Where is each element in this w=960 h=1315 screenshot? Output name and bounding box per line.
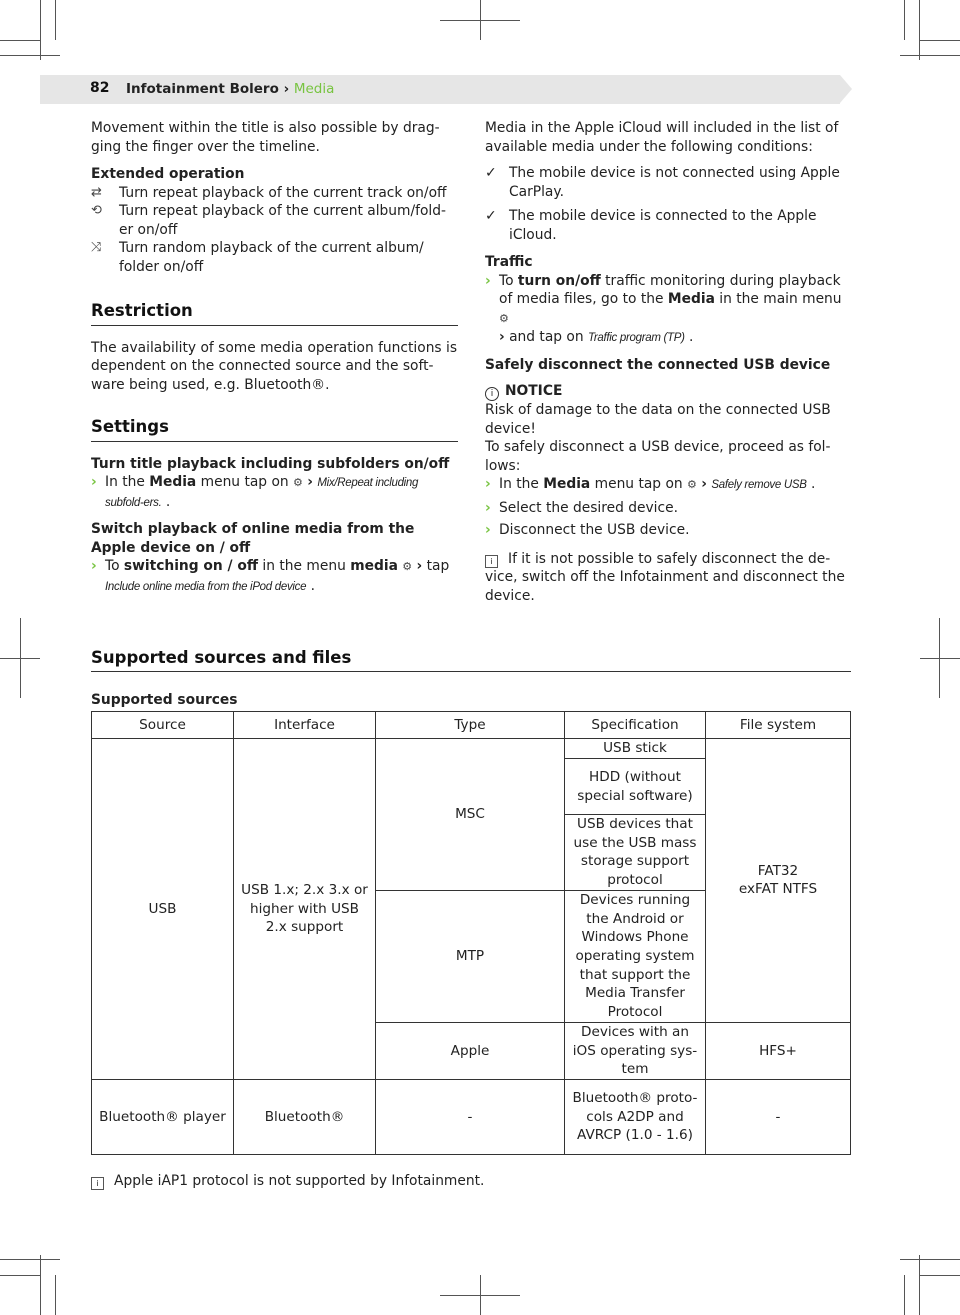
crop-mark bbox=[939, 618, 940, 698]
table-row bbox=[92, 739, 851, 759]
crop-mark bbox=[40, 0, 41, 60]
breadcrumb-subsection[interactable]: Media bbox=[293, 81, 335, 97]
crop-mark bbox=[480, 1275, 481, 1315]
crop-mark bbox=[0, 1275, 40, 1276]
subfolders-heading: Turn title playback including subfolders on/off bbox=[91, 455, 450, 472]
settings-heading: Settings bbox=[91, 418, 458, 442]
restriction-heading: Restriction bbox=[91, 302, 458, 326]
table-caption: Supported sources bbox=[91, 692, 238, 708]
cell-source-usb: USB bbox=[92, 739, 234, 1080]
cell-spec-bt: Bluetooth® proto-cols A2DP and AVRCP (1.0 - 1.6) bbox=[565, 1079, 706, 1154]
step-arrow-icon: › bbox=[485, 476, 491, 492]
shuffle-icon: ⤨ bbox=[91, 240, 102, 255]
crop-mark bbox=[0, 40, 40, 41]
cell-source-bt: Bluetooth® player bbox=[92, 1079, 234, 1154]
checkmark-icon: ✓ bbox=[485, 208, 497, 224]
crop-mark bbox=[920, 40, 960, 41]
icloud-intro: Media in the Apple iCloud will included in the list of available media under the following conditions: bbox=[485, 120, 839, 155]
extended-item bbox=[91, 202, 458, 239]
settings-cog-icon[interactable]: ⚙ bbox=[402, 560, 413, 573]
crop-mark bbox=[900, 1259, 960, 1260]
cell-fs-bt: - bbox=[706, 1079, 851, 1154]
settings-cog-icon[interactable]: ⚙ bbox=[687, 478, 697, 491]
cell-fs-main: FAT32 exFAT NTFS bbox=[706, 739, 851, 1023]
repeat-track-icon: ⇄ bbox=[91, 184, 102, 200]
crop-mark bbox=[919, 1255, 920, 1315]
notice-text: Risk of damage to the data on the connected USB device! bbox=[485, 402, 831, 437]
notice-block bbox=[485, 382, 850, 475]
cell-spec-mtp: Devices running the Android or Windows Phone operating system that support the Media Transfer Protocol bbox=[565, 890, 706, 1022]
subfolders-step: › In the Media menu tap on ⚙ › Mix/Repeat including subfold-ers. . bbox=[91, 473, 458, 512]
sources-table bbox=[91, 711, 851, 1155]
step-arrow-icon: › bbox=[485, 272, 491, 289]
crop-mark bbox=[904, 0, 905, 40]
traffic-step: › To turn on/off traffic monitoring during playback of media files, go to the Media in the main menu ⚙ › and tap on Traffic program (TP) . bbox=[485, 272, 850, 348]
step-arrow-icon: › bbox=[91, 474, 97, 490]
cell-type-msc: MSC bbox=[376, 739, 565, 891]
settings-cog-icon[interactable]: ⚙ bbox=[293, 476, 303, 489]
crop-mark bbox=[919, 0, 920, 60]
settings-cog-icon[interactable]: ⚙ bbox=[499, 311, 509, 325]
tip-icon: i bbox=[91, 1177, 104, 1190]
notice-icon: i bbox=[485, 387, 499, 401]
col-header-source: Source bbox=[92, 712, 234, 739]
header-arrow bbox=[840, 75, 852, 103]
crop-mark bbox=[920, 1275, 960, 1276]
crop-mark bbox=[900, 55, 960, 56]
crop-mark bbox=[40, 1255, 41, 1315]
extended-item-text: Turn repeat playback of the current album/fold-er on/off bbox=[119, 203, 446, 238]
crop-mark bbox=[0, 1259, 60, 1260]
footnote: i Apple iAP1 protocol is not supported by Infotainment. bbox=[91, 1172, 484, 1191]
cell-interface-bt: Bluetooth® bbox=[234, 1079, 376, 1154]
ui-label-mix-repeat[interactable]: Mix/Repeat including subfold-ers. bbox=[105, 477, 419, 509]
extended-item-text: Turn repeat playback of the current track on/off bbox=[119, 184, 447, 201]
page-number: 82 bbox=[90, 80, 110, 96]
ui-label-safely-remove[interactable]: Safely remove USB bbox=[711, 479, 807, 491]
cell-type-apple: Apple bbox=[376, 1022, 565, 1079]
crop-mark bbox=[920, 658, 960, 659]
extended-item-text: Turn random playback of the current album/ folder on/off bbox=[119, 240, 424, 275]
disconnect-step: › Select the desired device. bbox=[485, 499, 678, 516]
crop-mark bbox=[20, 618, 21, 698]
online-media-heading: Switch playback of online media from the Apple device on / off bbox=[91, 521, 415, 556]
cell-spec-mass-storage: USB devices that use the USB mass storage support protocol bbox=[565, 815, 706, 891]
cell-spec-hdd: HDD (without special software) bbox=[565, 759, 706, 815]
checkmark-icon: ✓ bbox=[485, 165, 497, 181]
col-header-type: Type bbox=[376, 712, 565, 739]
breadcrumb-section[interactable]: Infotainment Bolero bbox=[126, 81, 279, 97]
tip-paragraph: i If it is not possible to safely disconnect the de-vice, switch off the Infotainment and disconnect the device. bbox=[485, 550, 845, 604]
condition-item: ✓ The mobile device is connected to the Apple iCloud. bbox=[485, 208, 817, 243]
disconnect-heading: Safely disconnect the connected USB device bbox=[485, 356, 831, 373]
step-arrow-icon: › bbox=[485, 522, 491, 538]
ui-label-online-media[interactable]: Include online media from the iPod device bbox=[105, 580, 307, 593]
sources-heading: Supported sources and files bbox=[91, 648, 851, 672]
extended-item bbox=[91, 239, 458, 276]
notice-label: NOTICE bbox=[505, 383, 563, 399]
step-arrow-icon: › bbox=[485, 499, 491, 516]
breadcrumb bbox=[126, 81, 334, 97]
extended-operation-heading: Extended operation bbox=[91, 166, 245, 182]
condition-item: ✓ The mobile device is not connected using Apple CarPlay. bbox=[485, 165, 840, 200]
col-header-file-system: File system bbox=[706, 712, 851, 739]
col-header-specification: Specification bbox=[565, 712, 706, 739]
breadcrumb-separator: › bbox=[283, 81, 290, 97]
col-header-interface: Interface bbox=[234, 712, 376, 739]
table-row bbox=[92, 1079, 851, 1154]
crop-mark bbox=[0, 55, 60, 56]
repeat-album-icon: ⟲ bbox=[91, 203, 102, 218]
cell-type-mtp: MTP bbox=[376, 890, 565, 1022]
disconnect-step: › Disconnect the USB device. bbox=[485, 522, 690, 538]
traffic-heading: Traffic bbox=[485, 254, 533, 270]
cell-type-bt: - bbox=[376, 1079, 565, 1154]
tip-icon: i bbox=[485, 555, 498, 568]
extended-item bbox=[91, 184, 458, 203]
crop-mark bbox=[55, 0, 56, 40]
crop-mark bbox=[55, 1275, 56, 1315]
cell-interface-usb: USB 1.x; 2.x 3.x or higher with USB 2.x support bbox=[234, 739, 376, 1080]
table-header-row bbox=[92, 712, 851, 739]
cell-spec-apple: Devices with an iOS operating sys-tem bbox=[565, 1022, 706, 1079]
crop-mark bbox=[480, 0, 481, 40]
ui-label-traffic-program[interactable]: Traffic program (TP) bbox=[588, 332, 685, 344]
left-column bbox=[91, 119, 458, 600]
disconnect-step: › In the Media menu tap on ⚙ › Safely remove USB . bbox=[485, 475, 850, 495]
cell-fs-apple: HFS+ bbox=[706, 1022, 851, 1079]
restriction-text: The availability of some media operation functions is dependent on the connected source and the soft-ware being used, e.g. Bluetooth®. bbox=[91, 339, 458, 393]
cell-spec-usb-stick: USB stick bbox=[565, 739, 706, 759]
online-media-step: › To switching on / off in the menu media ⚙ › tap Include online media from the iPod device . bbox=[91, 557, 458, 596]
crop-mark bbox=[904, 1275, 905, 1315]
right-column bbox=[485, 119, 850, 613]
step-arrow-icon: › bbox=[91, 558, 97, 574]
notice-text-2: To safely disconnect a USB device, proceed as fol-lows: bbox=[485, 439, 831, 474]
timeline-intro: Movement within the title is also possible by drag-ging the finger over the timeline. bbox=[91, 120, 440, 155]
